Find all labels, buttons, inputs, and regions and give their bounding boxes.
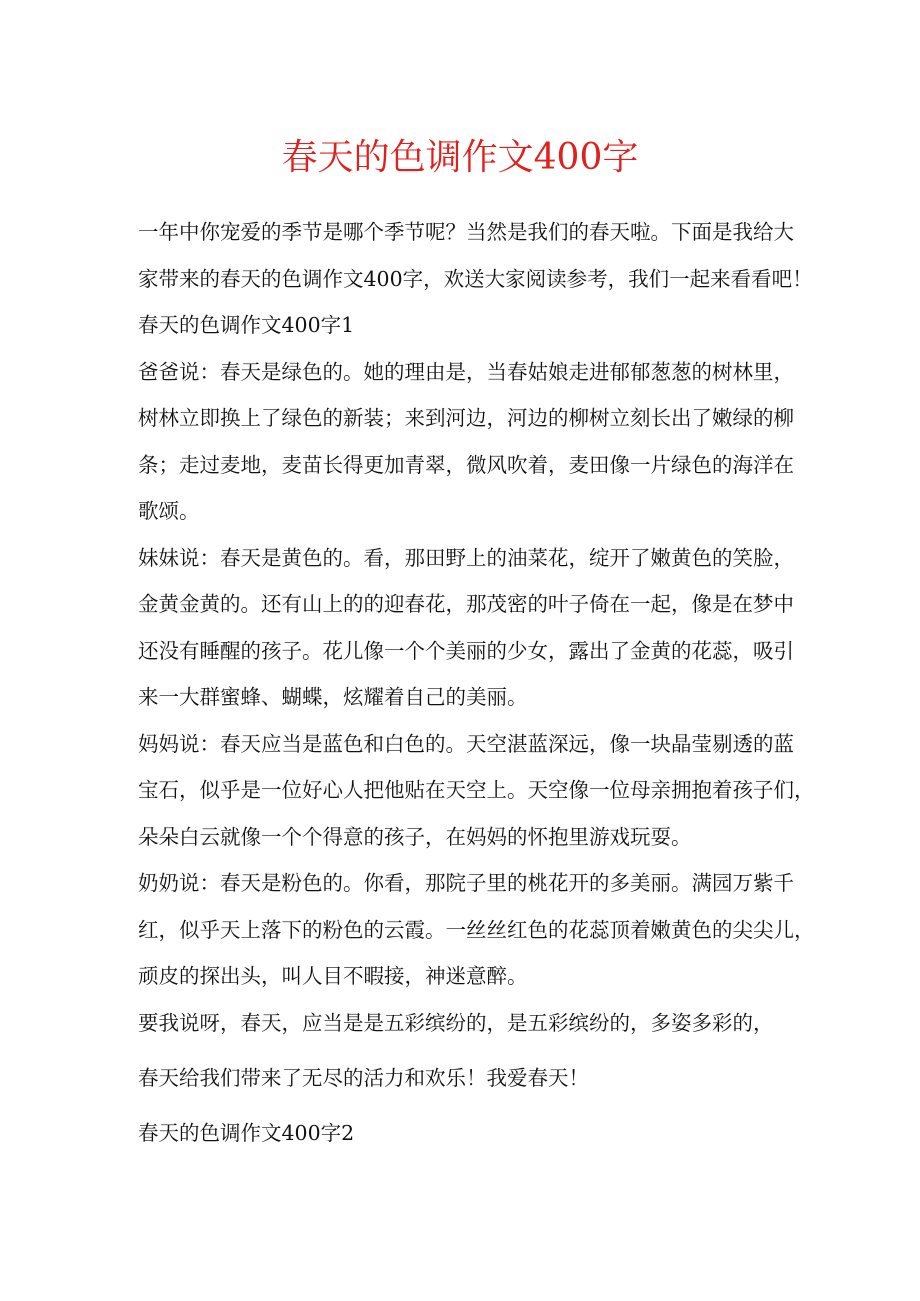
intro-line-2: 家带来的春天的色调作文400字，欢送大家阅读参考，我们一起来看看吧！ (138, 266, 813, 291)
sister-paragraph-line-1: 妹妹说：春天是黄色的。看，那田野上的油菜花，绽开了嫩黄色的笑脸， (138, 545, 794, 570)
section-heading-1: 春天的色调作文400字1 (138, 313, 355, 337)
dad-paragraph-line-4: 歌颂。 (138, 499, 200, 523)
sister-paragraph-line-2: 金黄金黄的。还有山上的的迎春花，那茂密的叶子倚在一起，像是在梦中 (138, 592, 794, 616)
intro-line-1: 一年中你宠爱的季节是哪个季节呢？当然是我们的春天啦。下面是我给大 (138, 220, 794, 244)
section-heading-2: 春天的色调作文400字2 (138, 1120, 355, 1145)
grandma-paragraph-line-3: 顽皮的探出头，叫人目不暇接，神迷意醉。 (138, 964, 528, 988)
sister-paragraph-line-3: 还没有睡醒的孩子。花儿像一个个美丽的少女，露出了金黄的花蕊，吸引 (138, 638, 794, 663)
mom-paragraph-line-2: 宝石，似乎是一位好心人把他贴在天空上。天空像一位母亲拥抱着孩子们， (138, 778, 815, 802)
grandma-paragraph-line-2: 红，似乎天上落下的粉色的云霞。一丝丝红色的花蕊顶着嫩黄色的尖尖儿， (138, 917, 815, 942)
my-paragraph-line-2: 春天给我们带来了无尽的活力和欢乐！我爱春天！ (138, 1065, 589, 1090)
dad-paragraph-line-1: 爸爸说：春天是绿色的。她的理由是，当春姑娘走进郁郁葱葱的树林里， (138, 359, 794, 384)
grandma-paragraph-line-1: 奶奶说：春天是粉色的。你看，那院子里的桃花开的多美丽。满园万紫千 (138, 871, 794, 895)
mom-paragraph-line-3: 朵朵白云就像一个个得意的孩子，在妈妈的怀抱里游戏玩耍。 (138, 824, 692, 849)
mom-paragraph-line-1: 妈妈说：春天应当是蓝色和白色的。天空湛蓝深远，像一块晶莹剔透的蓝 (138, 731, 794, 756)
dad-paragraph-line-3: 条；走过麦地，麦苗长得更加青翠，微风吹着，麦田像一片绿色的海洋在 (138, 452, 794, 477)
document-body (138, 214, 815, 1161)
dad-paragraph-line-2: 树林立即换上了绿色的新装；来到河边，河边的柳树立刻长出了嫩绿的柳 (138, 406, 794, 430)
sister-paragraph-line-4: 来一大群蜜蜂、蝴蝶，炫耀着自己的美丽。 (138, 685, 528, 709)
my-paragraph-line-1: 要我说呀，春天，应当是是五彩缤纷的，是五彩缤纷的，多姿多彩的， (138, 1010, 774, 1035)
document-title: 春天的色调作文400字 (281, 137, 639, 178)
